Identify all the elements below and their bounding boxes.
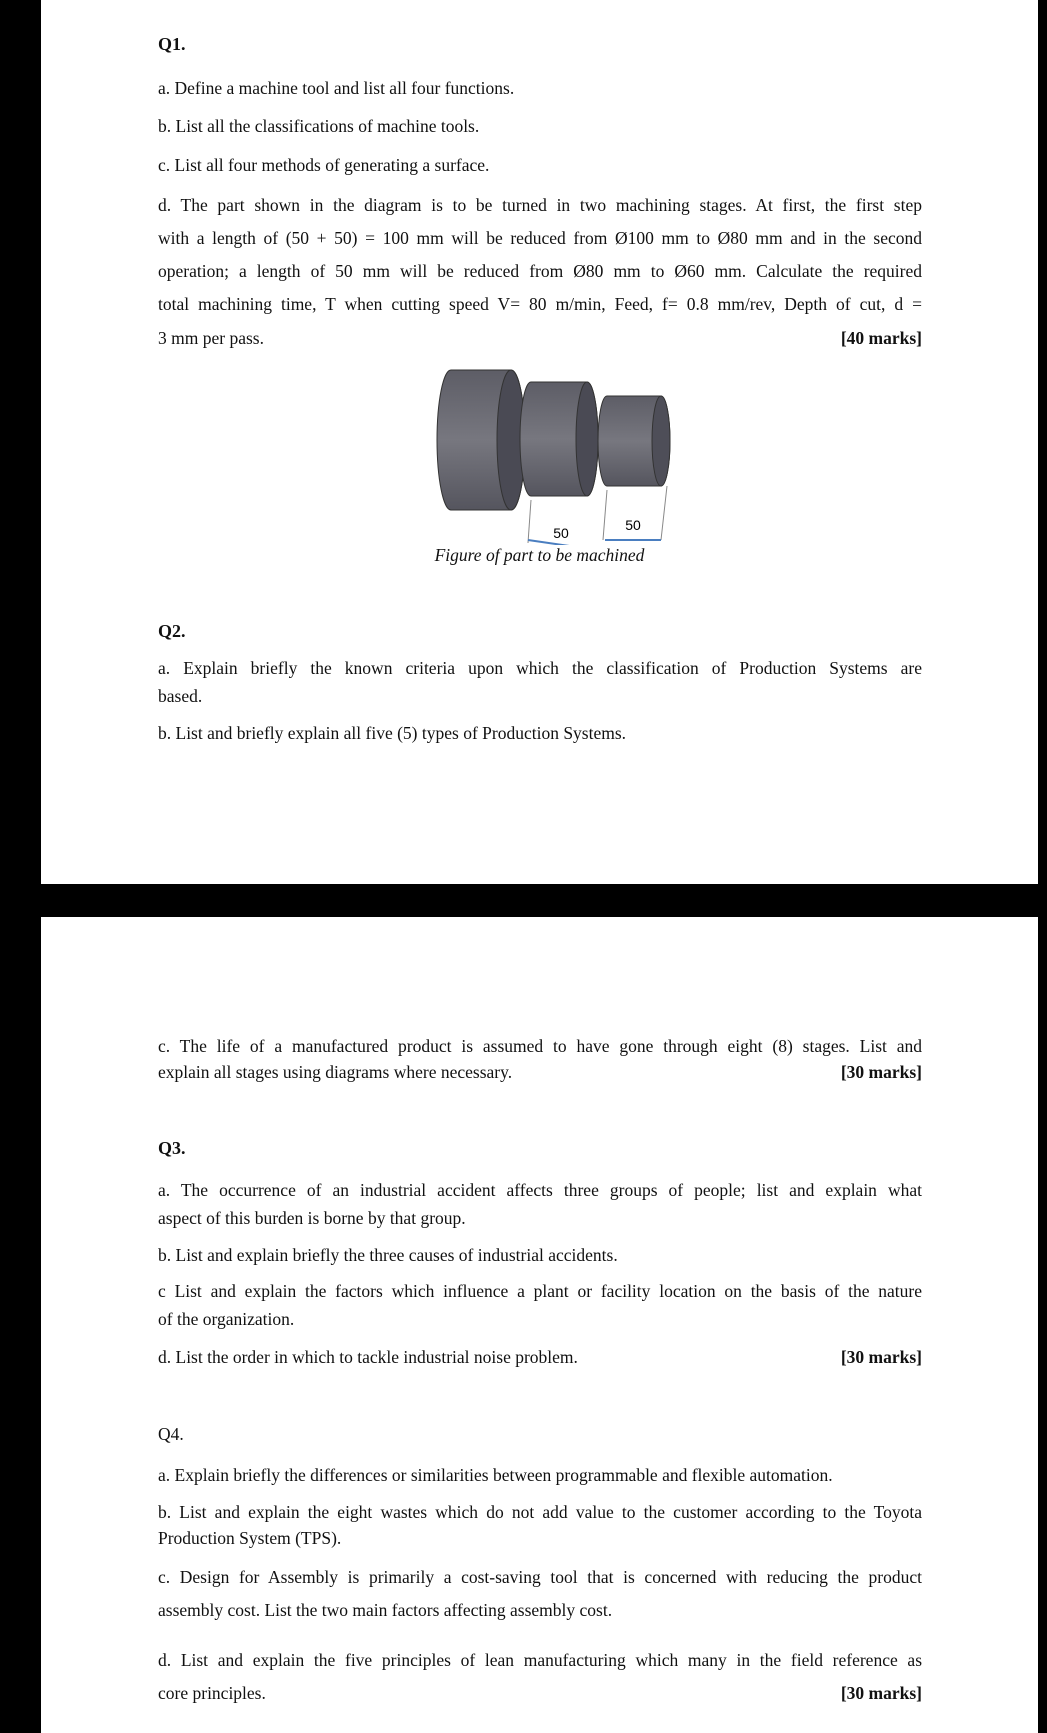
q4-c-line: assembly cost. List the two main factors affecting assembly cost. xyxy=(158,1600,613,1620)
q2-c-line: c. The life of a manufactured product is assumed to have gone through eight (8) stages. List and xyxy=(158,1036,922,1056)
q1-c: c. List all four methods of generating a surface. xyxy=(158,155,490,175)
q2-title: Q2. xyxy=(158,621,186,641)
q3-c-line: of the organization. xyxy=(158,1309,295,1329)
q1-d-line: with a length of (50 + 50) = 100 mm will be reduced from Ø100 mm to Ø80 mm and in the second xyxy=(158,228,922,248)
q3-marks: [30 marks] xyxy=(840,1347,922,1367)
q2-c-text: explain all stages using diagrams where necessary. xyxy=(158,1062,513,1082)
q2-a-line: based. xyxy=(158,686,203,706)
q4-d-line-last xyxy=(158,1683,922,1703)
q2-b: b. List and briefly explain all five (5) types of Production Systems. xyxy=(158,723,627,743)
q1-d-line-last xyxy=(158,328,922,348)
q3-c-line: c List and explain the factors which influence a plant or facility location on the basis of the nature xyxy=(158,1281,922,1301)
q4-c-line: c. Design for Assembly is primarily a cost-saving tool that is concerned with reducing the product xyxy=(158,1567,922,1587)
q1-marks: [40 marks] xyxy=(840,328,922,348)
q1-a: a. Define a machine tool and list all four functions. xyxy=(158,78,515,98)
q4-title: Q4. xyxy=(158,1424,184,1444)
q3-title: Q3. xyxy=(158,1138,186,1158)
q3-d-line xyxy=(158,1347,922,1367)
q3-b: b. List and explain briefly the three causes of industrial accidents. xyxy=(158,1245,618,1265)
q2-a-line: a. Explain briefly the known criteria upon which the classification of Production Systems are xyxy=(158,658,922,678)
q4-d-line: d. List and explain the five principles of lean manufacturing which many in the field reference as xyxy=(158,1650,922,1670)
q4-marks: [30 marks] xyxy=(840,1683,922,1703)
q4-b-line: b. List and explain the eight wastes which do not add value to the customer according to the Toyota xyxy=(158,1502,922,1522)
dimension-label: 50 xyxy=(553,525,569,541)
q1-d-line: d. The part shown in the diagram is to be turned in two machining stages. At first, the first step xyxy=(158,195,922,215)
q1-title: Q1. xyxy=(158,34,186,54)
q4-b-line: Production System (TPS). xyxy=(158,1528,342,1548)
page-1 xyxy=(41,0,1038,884)
machined-part-figure xyxy=(411,360,731,545)
page-2 xyxy=(41,917,1038,1733)
q1-b: b. List all the classifications of machine tools. xyxy=(158,116,480,136)
q4-d-text: core principles. xyxy=(158,1683,266,1703)
q1-d-line: total machining time, T when cutting speed V= 80 m/min, Feed, f= 0.8 mm/rev, Depth of cut, d = xyxy=(158,294,922,314)
q2-c-line-last xyxy=(158,1062,922,1082)
q2-marks: [30 marks] xyxy=(840,1062,922,1082)
q1-d-line: operation; a length of 50 mm will be reduced from Ø80 mm to Ø60 mm. Calculate the required xyxy=(158,261,922,281)
figure-caption: Figure of part to be machined xyxy=(434,545,645,565)
dimension-label: 50 xyxy=(625,517,641,533)
q1-d-text: 3 mm per pass. xyxy=(158,328,264,348)
q3-a-line: a. The occurrence of an industrial accident affects three groups of people; list and explain what xyxy=(158,1180,922,1200)
q4-a: a. Explain briefly the differences or similarities between programmable and flexible automation. xyxy=(158,1465,833,1485)
q3-a-line: aspect of this burden is borne by that group. xyxy=(158,1208,466,1228)
q3-d-text: d. List the order in which to tackle industrial noise problem. xyxy=(158,1347,578,1367)
